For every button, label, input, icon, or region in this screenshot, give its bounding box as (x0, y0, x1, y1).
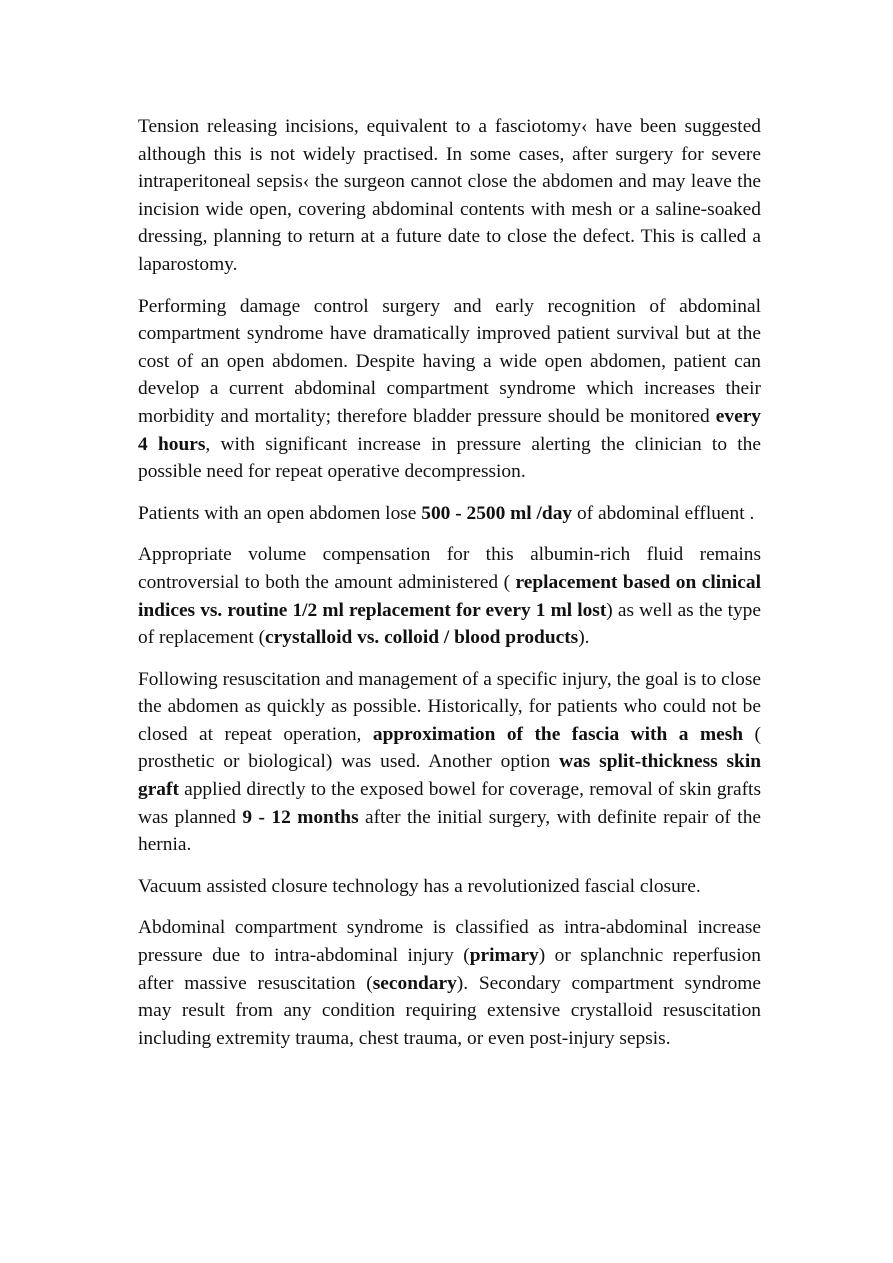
text-run: ) as well as the type of replacement ( (138, 599, 761, 649)
bold-text-run: was split-thickness skin graft (138, 751, 762, 801)
paragraph-vacuum-assisted-closure (138, 873, 761, 901)
text-run: Vacuum assisted closure technology has a revolutionized fascial closure. (138, 875, 701, 897)
bold-text-run: 500 - 2500 ml /day (421, 502, 573, 524)
paragraph-volume-compensation (138, 541, 761, 651)
paragraph-tension-releasing-incisions (138, 113, 761, 279)
text-run: , with significant increase in pressure alerting the clinician to the possible need for repeat operative decompression. (138, 433, 761, 483)
bold-text-run: 9 - 12 months (242, 806, 359, 828)
text-run: Abdominal compartment syndrome is classified as intra-abdominal increase pressure due to intra-abdominal injury ( (138, 917, 761, 967)
text-run: ) or splanchnic reperfusion after massive resuscitation ( (138, 945, 762, 994)
bold-text-run: replacement based on clinical indices vs. routine 1/2 ml replacement for every 1 ml lost (138, 571, 761, 621)
text-run: Appropriate volume compensation for this albumin-rich fluid remains controversial to both the amount administered ( (138, 544, 761, 593)
text-run: ). (578, 627, 590, 649)
bold-text-run: primary (469, 945, 539, 967)
bold-text-run: every 4 hours (138, 405, 761, 455)
document-page (138, 113, 761, 1066)
paragraph-effluent-loss (138, 500, 761, 528)
bold-text-run: approximation of the fascia with a mesh (372, 723, 744, 745)
text-run: ). Secondary compartment syndrome may result from any condition requiring extensive crystalloid resuscitation including extremity trauma, chest trauma, or even post-injury sepsis. (138, 972, 761, 1049)
text-run: Performing damage control surgery and early recognition of abdominal compartment syndrome have dramatically improved patient survival but at the cost of an open abdomen. Despite having a wide open abdomen, patient can develop a current abdominal compartment syndrome which increases their morbidity and mortality; therefore bladder pressure should be monitored (138, 295, 761, 427)
bold-text-run: secondary (372, 972, 457, 994)
paragraph-abdominal-closure (138, 666, 761, 859)
bold-text-run: crystalloid vs. colloid / blood products (265, 627, 579, 649)
paragraph-damage-control-surgery (138, 293, 761, 486)
text-run: after the initial surgery, with definite repair of the hernia. (138, 806, 761, 856)
text-run: applied directly to the exposed bowel for coverage, removal of skin grafts was planned (138, 779, 761, 828)
text-run: of abdominal effluent . (572, 502, 755, 524)
paragraph-compartment-syndrome-classification (138, 914, 761, 1052)
text-run: Following resuscitation and management of a specific injury, the goal is to close the abdomen as quickly as possible. Historically, for patients who could not be closed at repeat operation, (138, 668, 761, 745)
text-run: ( prosthetic or biological) was used. Another option (138, 723, 761, 773)
text-run: Patients with an open abdomen lose (138, 502, 422, 524)
text-run: Tension releasing incisions, equivalent to a fasciotomy‹ have been suggested although this is not widely practised. In some cases, after surgery for severe intraperitoneal sepsis‹ the surgeon cannot close the abdomen and may leave the incision wide open, covering abdominal contents with mesh or a saline-soaked dressing, planning to return at a future date to close the defect. This is called a laparostomy. (138, 116, 761, 275)
